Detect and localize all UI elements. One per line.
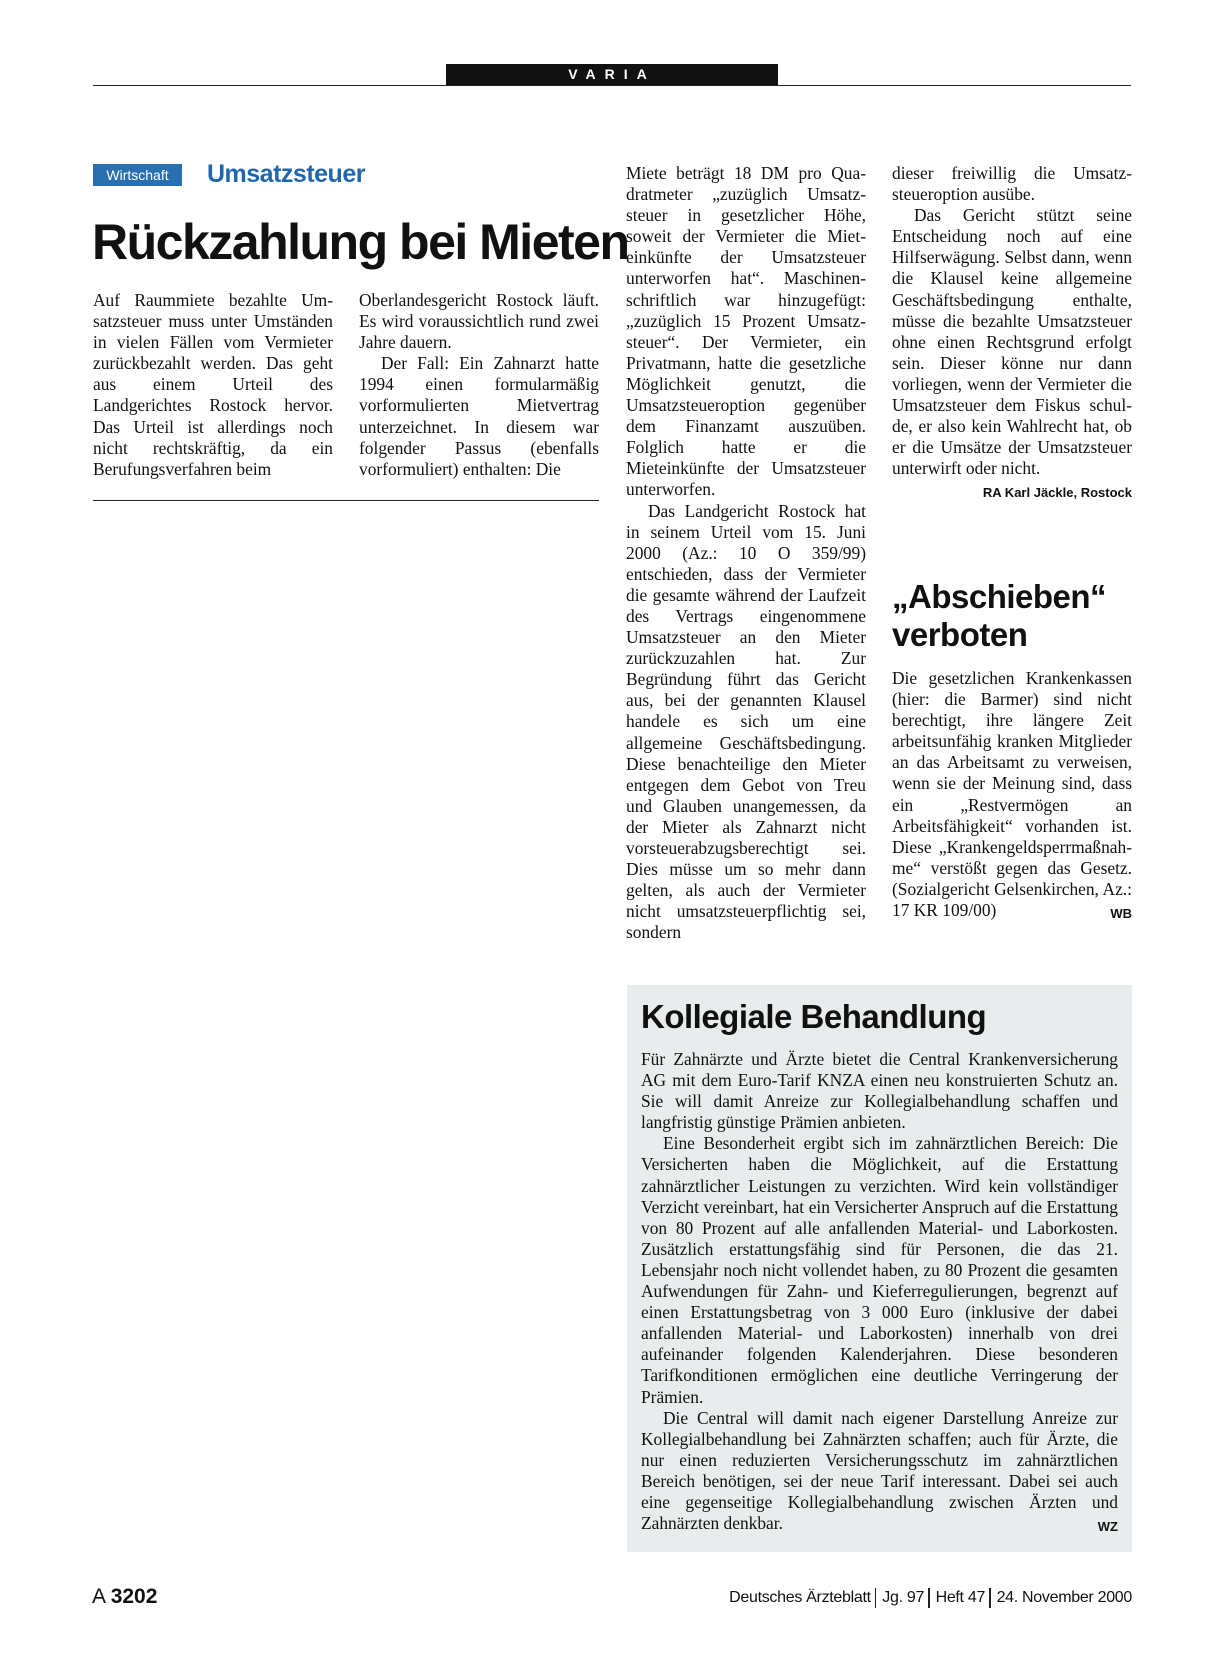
box-title: Kollegiale Behandlung [641, 998, 987, 1035]
journal-volume: Jg. 97 [882, 1589, 925, 1607]
article-paragraph: Das Gericht stützt seine Entscheidung noch auf eine Hilfserwägung. Selbst dann, wenn die Klausel keine allgemeine Geschäftsbedingung enthalte, müsse die bezahlte Umsatzsteuer ohne einen Rechtsgrund erfolgt sein. Dieser könne nur dann vorliegen, wenn der Vermieter die Umsatzsteuer dem Fiskus schulde, er also kein Wahlrecht hat, ob er die Umsätze der Umsatzsteuer unterwirft oder nicht. RA Karl Jäckle, Rostock [892, 205, 1132, 479]
box-paragraph: Für Zahnärzte und Ärzte bietet die Central Krankenversicherung AG mit dem Euro-Tarif KNZA einen neu konstruierten Schutz an. Sie will damit Anreize zur Kollegialbehandlung schaffen und langfristig günstige Prämien anbieten. [641, 1049, 1118, 1133]
box-paragraph-text: Die Central will damit nach eigener Darstellung Anreize zur Kollegialbehandlung bei Zahnärzten schaffen; auch für Ärzte, die nur einen reduzierten Versicherungsschutz im zahnärztlichen Bereich benötigen, sei der neue Tarif interessant. Dabei sei auch eine gegenseitige Kollegialbehandlung zwischen Ärzten und Zahnärzten denkbar. [641, 1407, 1118, 1534]
rubric-badge: Wirtschaft [93, 164, 182, 186]
article-kicker: Umsatzsteuer [207, 160, 365, 188]
article-paragraph: Oberlandesgericht Rostock läuft. Es wird voraussichtlich rund zwei Jahre dauern. [359, 290, 599, 353]
journal-name: Deutsches Ärzteblatt [729, 1589, 871, 1607]
page-prefix: A [92, 1585, 105, 1608]
column-divider [93, 500, 599, 501]
article-paragraph: Auf Raummiete bezahlte Umsatzsteuer muss unter Umständen in vielen Fällen vom Vermieter zurückbezahlt werden. Das geht aus einem Urteil des Landgerichtes Rostock hervor. Das Urteil ist allerdings noch nicht rechtskräftig, da ein Berufungsverfahren beim [93, 290, 333, 479]
article2-title: „Abschieben“ verboten [892, 578, 1107, 653]
author-signature: WZ [1097, 1519, 1118, 1535]
page-number [92, 1585, 157, 1609]
article-column-3 [626, 163, 866, 943]
page-number-value: 3202 [110, 1585, 158, 1608]
footer-separator [875, 1588, 877, 1608]
article-column-2 [359, 290, 599, 480]
article-paragraph: Das Landgericht Rostock hat in seinem Urteil vom 15. Juni 2000 (Az.: 10 O 359/99) entschieden, dass der Vermieter die gesamte während der Laufzeit des Vertrags eingenommene Umsatzsteuer an den Mieter zurückzuzahlen hat. Zur Begründung führt das Gericht aus, bei der genannten Klausel handele es sich um eine allgemeine Geschäftsbedingung. Diese benachteilige den Mieter entgegen dem Gebot von Treu und Glauben unangemessen, da der Mieter als Zahnarzt nicht vorsteuerabzugsberechtigt sei. Dies müsse um so mehr dann gelten, als auch der Vermieter nicht umsatzsteuerpflichtig sei, sondern [626, 500, 866, 943]
article-paragraph: dieser freiwillig die Umsatzsteueroption ausübe. [892, 163, 1132, 205]
article2-body [892, 668, 1132, 924]
box-paragraph: Eine Besonderheit ergibt sich im zahnärztlichen Bereich: Die Versicherten haben die Möglichkeit, auf die Erstattung zahnärztlicher Leistungen zu verzichten. Wird kein vollständiger Verzicht vereinbart, hat ein Versicherter Anspruch auf die Erstattung von 80 Prozent auf alle anfallenden Material- und Laborkosten. Zusätzlich erstattungsfähig sind für Personen, die das 21. Lebensjahr noch nicht vollendet haben, zu 80 Prozent die gesamten Aufwendungen für Zahn- und Kieferregulierungen, begrenzt auf einen Erstattungsbetrag von 3 000 Euro (inklusive der dabei anfallenden Material- und Laborkosten) innerhalb von drei aufeinander folgenden Kalenderjahren. Diese besonderen Tarifkonditionen ermöglichen eine deutliche Verringerung der Prämien. [641, 1133, 1118, 1407]
journal-issue: Heft 47 [935, 1589, 986, 1607]
author-signature: RA Karl Jäckle, Rostock [982, 485, 1132, 501]
header-rule [93, 85, 1131, 86]
box-body [641, 1049, 1118, 1537]
article-paragraph: Miete beträgt 18 DM pro Quadratmeter „zuzüglich Umsatzsteuer in gesetzlicher Höhe, soweit der Vermieter die Mieteinkünfte der Umsatzsteuer unterworfen hat“. Maschinenschriftlich war hinzugefügt: „zuzüglich 15 Prozent Umsatzsteuer“. Der Vermieter, ein Privatmann, hatte die gesetzliche Möglichkeit genutzt, die Umsatzsteueroption gegenüber dem Finanzamt auszuüben. Folglich hatte er die Mieteinkünfte der Umsatzsteuer unterworfen. [626, 163, 866, 500]
footer-separator [928, 1588, 930, 1608]
author-signature: WB [1110, 906, 1132, 922]
box-paragraph [641, 1408, 1118, 1535]
footer-info [729, 1588, 1132, 1608]
article-column-4 [892, 163, 1132, 504]
article-paragraph: Der Fall: Ein Zahnarzt hatte 1994 einen formularmäßig vorformulierten Mietvertrag unterzeichnet. In diesem war folgender Passus (ebenfalls vorformuliert) enthalten: Die [359, 353, 599, 479]
article-column-1 [93, 290, 333, 480]
journal-date: 24. November 2000 [996, 1589, 1132, 1607]
section-label: VARIA [446, 64, 778, 85]
article-paragraph: Die gesetzlichen Krankenkassen (hier: die Barmer) sind nicht berechtigt, ihre längere Zeit arbeitsunfähig kranken Mitglieder an das Arbeitsamt zu verweisen, wenn sie der Meinung sind, dass ein „Restvermögen an Arbeitsfähigkeit“ vorhanden ist. Diese „Krankengeldsperrmaßnahme“ verstößt gegen das Gesetz. (Sozialgericht Gelsenkirchen, Az.: 17 KR 109/00) WB [892, 668, 1132, 921]
article-headline: Rückzahlung bei Mieten [92, 214, 629, 270]
footer-separator [989, 1588, 991, 1608]
info-box [627, 985, 1132, 1552]
